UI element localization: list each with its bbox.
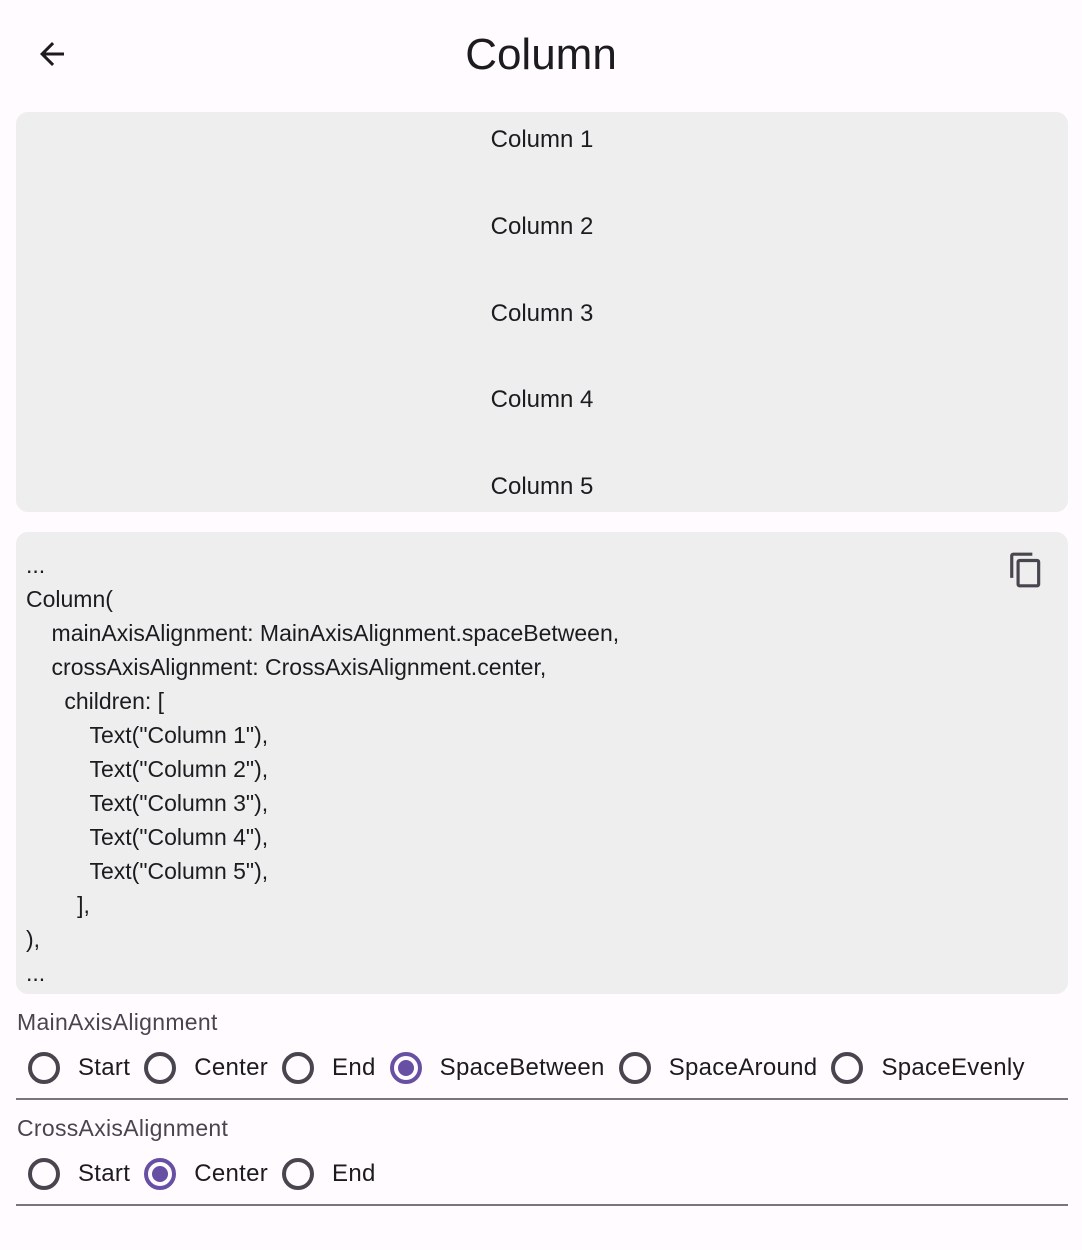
preview-item: Column 3 (490, 299, 594, 327)
cross-axis-option-end[interactable] (282, 1158, 376, 1190)
radio-button[interactable] (282, 1158, 314, 1190)
main-axis-option-space-between[interactable] (390, 1052, 605, 1084)
main-axis-option-end[interactable] (282, 1052, 376, 1084)
copy-button[interactable] (1004, 550, 1048, 594)
radio-label: End (332, 1160, 376, 1187)
radio-button[interactable] (619, 1052, 651, 1084)
code-line: crossAxisAlignment: CrossAxisAlignment.center, (26, 654, 547, 680)
main-axis-option-start[interactable] (28, 1052, 130, 1084)
main-axis-option-space-evenly[interactable] (831, 1052, 1024, 1084)
main-axis-label: MainAxisAlignment (17, 1009, 218, 1035)
radio-label: End (332, 1054, 376, 1081)
code-line: ... (26, 960, 46, 986)
code-line: ), (26, 926, 41, 952)
radio-button[interactable] (831, 1052, 863, 1084)
divider (16, 1204, 1068, 1206)
main-axis-option-center[interactable] (144, 1052, 268, 1084)
radio-button[interactable] (144, 1052, 176, 1084)
code-line: Text("Column 2"), (26, 756, 269, 782)
radio-label: Start (78, 1160, 131, 1187)
preview-item: Column 4 (490, 386, 594, 414)
preview-item: Column 1 (490, 126, 594, 153)
cross-axis-radio-group (28, 1152, 390, 1196)
code-line: Text("Column 5"), (26, 858, 269, 884)
radio-button[interactable] (28, 1158, 60, 1190)
code-line: Column( (26, 586, 113, 612)
code-line: mainAxisAlignment: MainAxisAlignment.spaceBetween, (26, 620, 620, 646)
code-snippet (16, 532, 1068, 994)
radio-label: SpaceBetween (439, 1054, 605, 1081)
code-line: children: [ (26, 688, 165, 714)
cross-axis-label: CrossAxisAlignment (17, 1115, 229, 1141)
radio-label: Start (78, 1054, 131, 1081)
cross-axis-option-center[interactable] (144, 1158, 268, 1190)
code-line: ], (26, 892, 90, 918)
column-preview (16, 112, 1068, 512)
app-bar (0, 0, 1082, 112)
radio-button-selected[interactable] (144, 1158, 176, 1190)
radio-label: SpaceAround (668, 1054, 818, 1081)
divider (16, 1098, 1068, 1100)
code-line: Text("Column 4"), (26, 824, 269, 850)
radio-label: Center (194, 1054, 269, 1081)
preview-item: Column 2 (490, 212, 594, 240)
code-line: Text("Column 3"), (26, 790, 269, 816)
preview-item: Column 5 (490, 473, 594, 500)
main-axis-radio-group (28, 1046, 1039, 1090)
code-line: ... (26, 552, 46, 578)
radio-button[interactable] (28, 1052, 60, 1084)
radio-label: Center (194, 1160, 269, 1187)
cross-axis-option-start[interactable] (28, 1158, 130, 1190)
radio-button[interactable] (282, 1052, 314, 1084)
page-title: Column (465, 30, 617, 79)
main-axis-option-space-around[interactable] (619, 1052, 818, 1084)
radio-button-selected[interactable] (390, 1052, 422, 1084)
radio-label: SpaceEvenly (881, 1054, 1025, 1081)
copy-icon (1007, 551, 1045, 594)
code-lines (26, 548, 619, 990)
code-line: Text("Column 1"), (26, 722, 269, 748)
